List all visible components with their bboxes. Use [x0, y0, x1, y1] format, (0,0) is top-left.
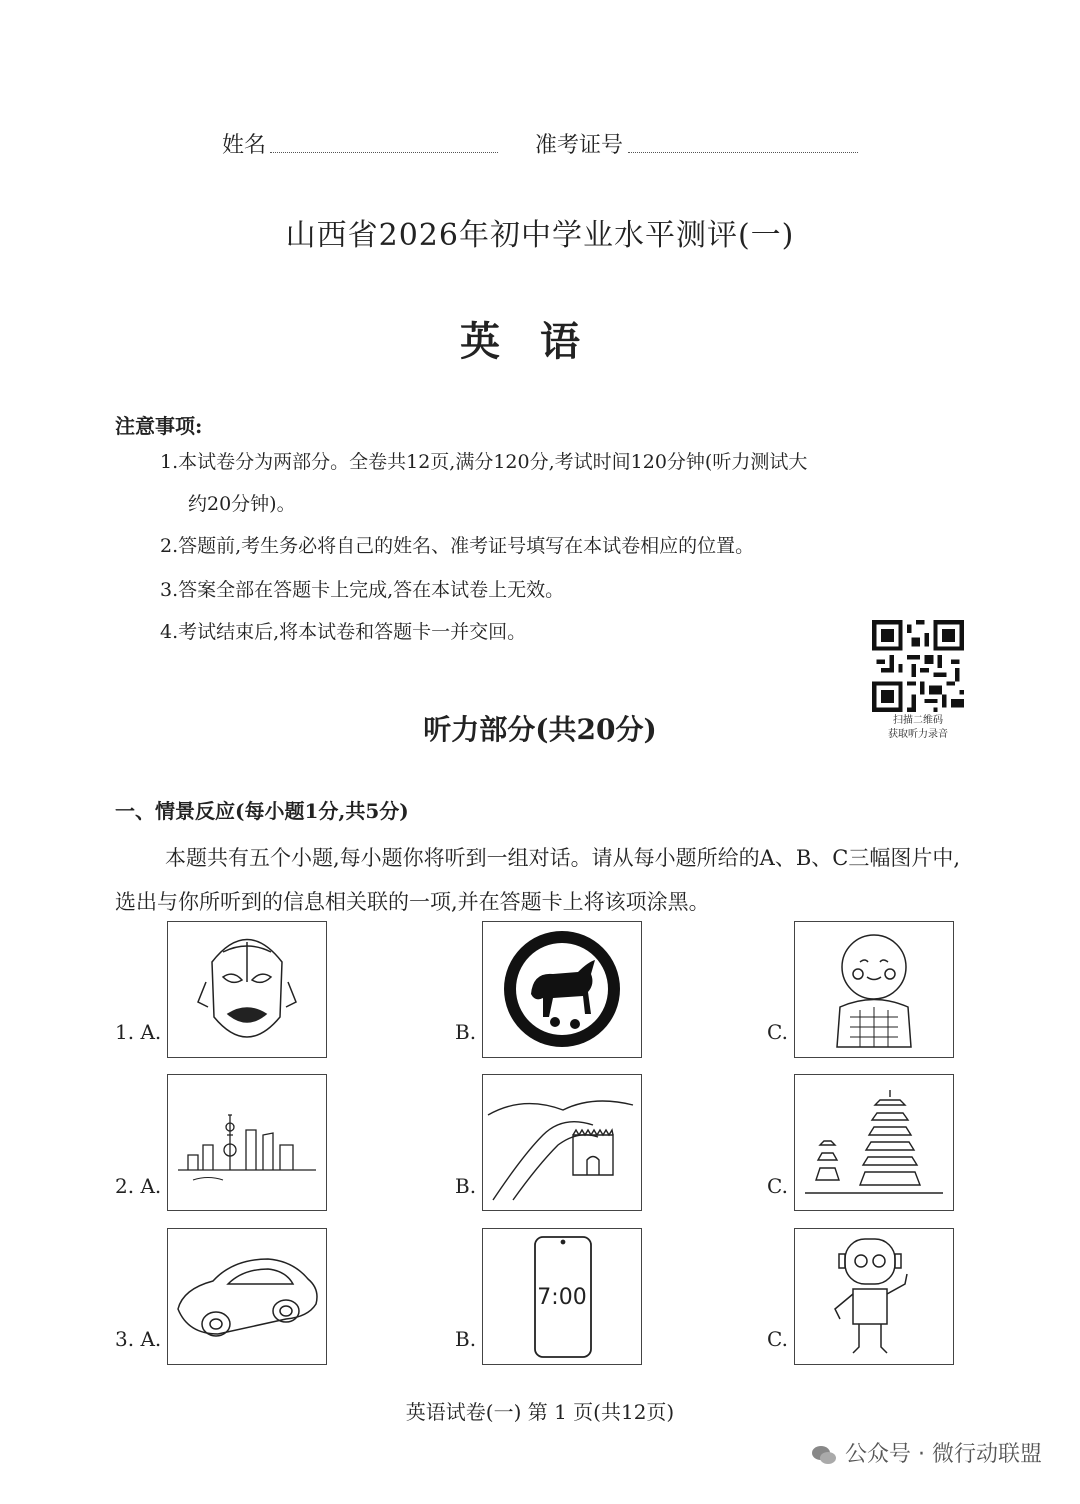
- name-label: 姓名: [222, 133, 267, 158]
- watermark-text: 公众号 · 微行动联盟: [845, 1442, 1042, 1467]
- notice-item: 3.答案全部在答题卡上完成,答在本试卷上无效。: [160, 579, 565, 601]
- phone-time: 7:00: [537, 1285, 587, 1310]
- pagoda-icon[interactable]: [794, 1074, 954, 1211]
- notice-item: 2.答题前,考生务必将自己的姓名、准考证号填写在本试卷相应的位置。: [160, 535, 755, 557]
- name-line: [270, 152, 498, 153]
- option-b-label: B.: [455, 1174, 477, 1198]
- exam-title: 山西省2026年初中学业水平测评(一): [285, 218, 795, 253]
- option-c-label: C.: [767, 1020, 788, 1044]
- notice-item: 4.考试结束后,将本试卷和答题卡一并交回。: [160, 621, 527, 643]
- question-label: 3. A.: [115, 1327, 162, 1351]
- question-label: 1. A.: [115, 1020, 162, 1044]
- great-wall-icon[interactable]: [482, 1074, 642, 1211]
- listening-section-title: 听力部分(共20分): [423, 713, 657, 746]
- id-line: [628, 152, 858, 153]
- option-c-label: C.: [767, 1174, 788, 1198]
- subject-title: 英语: [460, 318, 620, 365]
- question-label: 2. A.: [115, 1174, 162, 1198]
- watermark: [811, 1437, 1042, 1468]
- opera-mask-icon[interactable]: [167, 921, 327, 1058]
- id-label: 准考证号: [535, 133, 624, 158]
- qr-caption-line: 获取听力录音: [888, 729, 948, 740]
- notice-item: 约20分钟)。: [188, 493, 296, 515]
- option-b-label: B.: [455, 1020, 477, 1044]
- wechat-icon: [811, 1444, 837, 1466]
- page-footer: 英语试卷(一) 第 1 页(共12页): [405, 1400, 675, 1424]
- notice-item: 1.本试卷分为两部分。全卷共12页,满分120分,考试时间120分钟(听力测试大: [160, 451, 808, 473]
- qr-code-icon[interactable]: [872, 620, 964, 712]
- part-heading: 一、情景反应(每小题1分,共5分): [115, 799, 409, 823]
- clay-doll-icon[interactable]: [794, 921, 954, 1058]
- notice-heading: 注意事项:: [115, 414, 203, 438]
- car-icon[interactable]: [167, 1228, 327, 1365]
- option-c-label: C.: [767, 1327, 788, 1351]
- qr-caption-line: 扫描二维码: [893, 715, 943, 726]
- option-b-label: B.: [455, 1327, 477, 1351]
- phone-icon[interactable]: [482, 1228, 642, 1365]
- city-skyline-icon[interactable]: [167, 1074, 327, 1211]
- robot-icon[interactable]: [794, 1228, 954, 1365]
- instructions-text: 本题共有五个小题,每小题你将听到一组对话。请从每小题所给的A、B、C三幅图片中,选出与你所听到的信息相关联的一项,并在答题卡上将该项涂黑。: [115, 846, 961, 914]
- horse-papercut-icon[interactable]: [482, 921, 642, 1058]
